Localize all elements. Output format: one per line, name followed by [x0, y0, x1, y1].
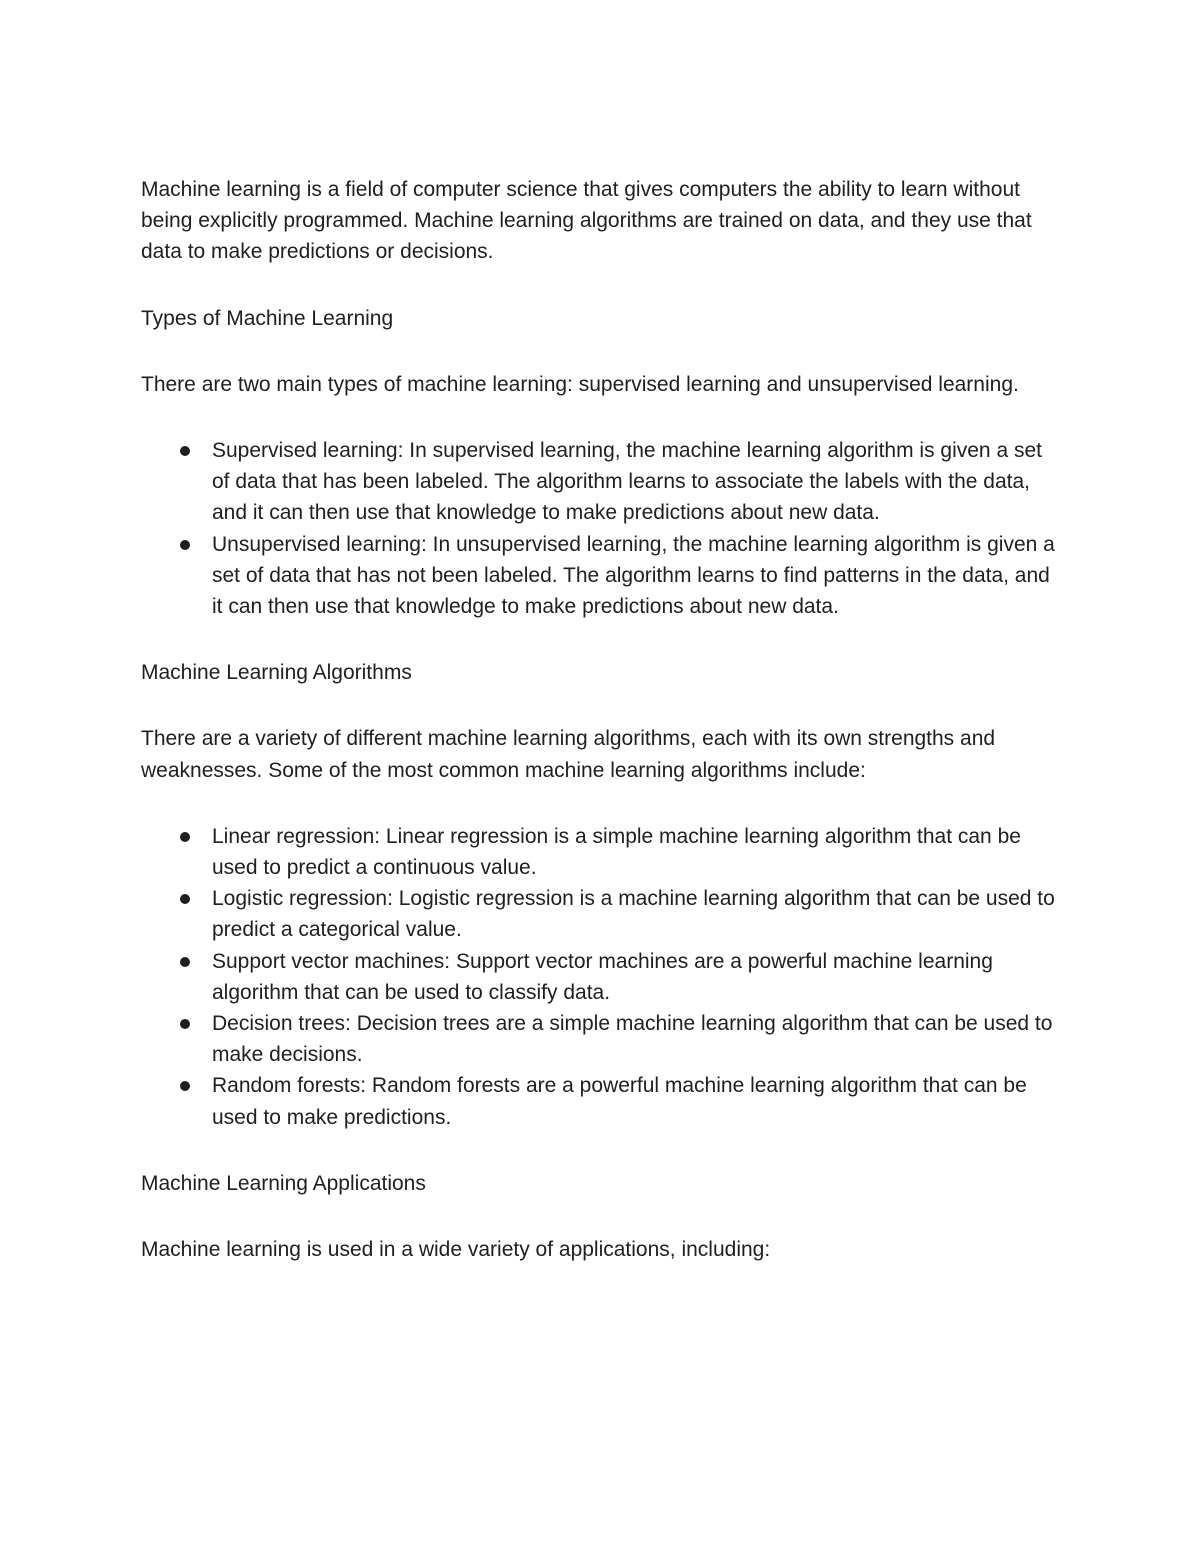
document-body [141, 174, 1061, 1300]
bullet-icon [180, 1019, 190, 1029]
algorithms-bullet-list [141, 821, 1061, 1133]
bullet-icon [180, 894, 190, 904]
list-item-text: Unsupervised learning: In unsupervised learning, the machine learning algorithm is given a set of data that has not been labeled. The algorithm learns to find patterns in the data, and it can then use that knowledge to make predictions about new data. [212, 532, 1055, 619]
section-heading-algorithms: Machine Learning Algorithms [141, 661, 412, 685]
bullet-icon [180, 832, 190, 842]
list-item [141, 883, 1061, 945]
list-item-text: Support vector machines: Support vector machines are a powerful machine learning algorithm that can be used to classify data. [212, 949, 993, 1004]
bullet-icon [180, 446, 190, 456]
list-item-text: Linear regression: Linear regression is a simple machine learning algorithm that can be used to predict a continuous value. [212, 824, 1021, 880]
section-heading-types: Types of Machine Learning [141, 306, 394, 330]
applications-intro-paragraph: Machine learning is used in a wide variety of applications, including: [141, 1238, 771, 1262]
list-item-text: Supervised learning: In supervised learning, the machine learning algorithm is given a set of data that has been labeled. The algorithm learns to associate the labels with the data, and it can then use that knowledge to make predictions about new data. [212, 439, 1042, 525]
bullet-icon [180, 540, 190, 550]
bullet-icon [180, 1081, 190, 1091]
list-item [141, 435, 1061, 529]
list-item-text: Decision trees: Decision trees are a simple machine learning algorithm that can be used to make decisions. [212, 1012, 1053, 1067]
section-heading-applications: Machine Learning Applications [141, 1171, 426, 1195]
list-item [141, 529, 1061, 623]
list-item [141, 946, 1061, 1008]
list-item-text: Logistic regression: Logistic regression is a machine learning algorithm that can be used to predict a categorical value. [212, 887, 1055, 942]
list-item [141, 1070, 1061, 1132]
types-bullet-list [141, 435, 1061, 622]
list-item [141, 821, 1061, 883]
algorithms-intro-paragraph: There are a variety of different machine learning algorithms, each with its own strengths and weaknesses. Some of the most common machine learning algorithms include: [141, 727, 996, 782]
bullet-icon [180, 957, 190, 967]
list-item [141, 1008, 1061, 1070]
list-item-text: Random forests: Random forests are a powerful machine learning algorithm that can be used to make predictions. [212, 1074, 1027, 1129]
intro-paragraph: Machine learning is a field of computer science that gives computers the ability to learn without being explicitly programmed. Machine learning algorithms are trained on data, and they use that data to make predictions or decisions. [141, 178, 1032, 264]
types-intro-paragraph: There are two main types of machine learning: supervised learning and unsupervised learning. [141, 372, 1019, 396]
